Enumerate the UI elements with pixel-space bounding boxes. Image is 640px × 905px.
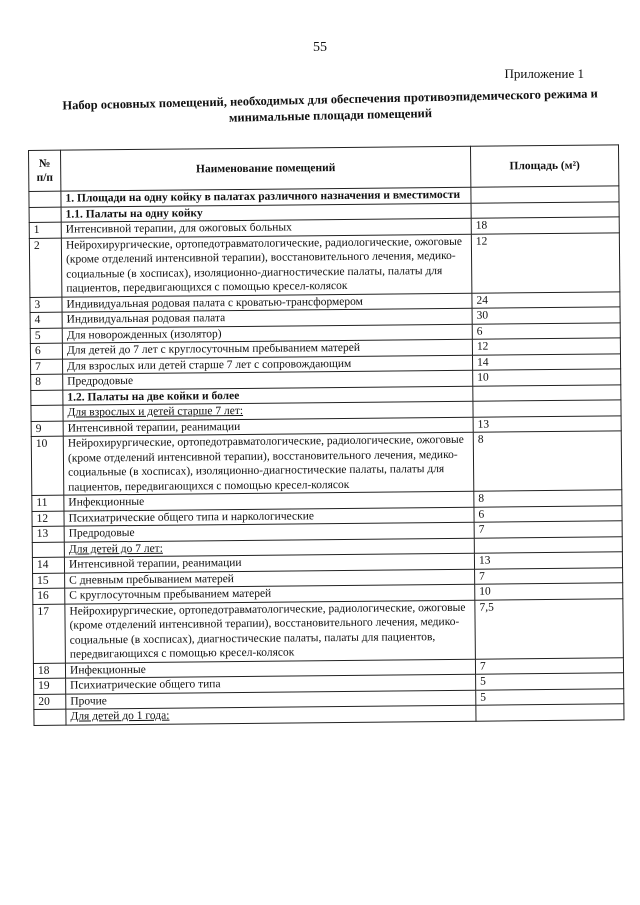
area-value: [471, 201, 619, 218]
table-body: [29, 186, 624, 725]
row-number: 9: [31, 421, 63, 437]
row-number: 4: [30, 312, 62, 328]
area-value: 10: [473, 369, 621, 386]
area-value: 30: [472, 307, 620, 324]
row-number: 11: [32, 495, 64, 511]
annex-label: Приложение 1: [504, 66, 584, 81]
room-name: Прочие: [66, 690, 476, 709]
row-number: 17: [33, 604, 66, 663]
row-number: 3: [30, 297, 62, 313]
room-name: Нейрохирургические, ортопедотравматологические, радиологические, ожоговые (кроме отделений интенсивной терапии), восстановительного лечения, медико-социальные (в хосписах), изоляционно-диагностические палаты, палаты для пациентов, передвигающихся с помощью кресел-колясок: [61, 234, 472, 297]
table-header-row: [29, 145, 619, 192]
document-title: Набор основных помещений, необходимых для обеспечения противоэпидемического режима и минимальные площади помещений: [62, 86, 598, 125]
area-value: 7: [475, 657, 623, 674]
area-value: 8: [474, 490, 622, 507]
area-value: [473, 384, 621, 401]
row-number: 19: [34, 678, 66, 694]
header-num: № п/п: [29, 150, 61, 191]
room-name: Психиатрические общего типа: [66, 674, 476, 693]
row-number: 10: [31, 436, 64, 495]
header-name: Наименование помещений: [61, 146, 471, 191]
row-number: [29, 207, 61, 223]
area-value: 7,5: [475, 598, 624, 658]
room-name: Для взрослых или детей старше 7 лет с сопровождающим: [63, 355, 473, 374]
room-name: Для взрослых и детей старше 7 лет:: [63, 401, 473, 420]
room-name: 1.1. Палаты на одну койку: [61, 203, 471, 222]
room-name: 1. Площади на одну койку в палатах различного назначения и вместимости: [61, 187, 471, 206]
row-number: [31, 390, 63, 406]
area-value: 7: [475, 567, 623, 584]
page-number: 55: [313, 40, 327, 55]
row-number: [34, 709, 66, 725]
row-number: [31, 405, 63, 421]
row-number: 8: [31, 374, 63, 390]
room-name: Индивидуальная родовая палата: [62, 308, 472, 327]
room-name: Для детей до 7 лет с круглосуточным пребыванием матерей: [62, 339, 472, 358]
row-number: 2: [29, 238, 62, 297]
room-name: Нейрохирургические, ортопедотравматологические, радиологические, ожоговые (кроме отделений интенсивной терапии), восстановительного лечения, медико-социальные (в хосписах), изоляционно-диагностические палаты, палаты для пациентов, передвигающихся с помощью кресел-колясок: [63, 432, 474, 495]
row-number: 20: [34, 694, 66, 710]
premises-table: [28, 144, 624, 725]
room-name: 1.2. Палаты на две койки и более: [63, 386, 473, 405]
area-value: 13: [474, 552, 622, 569]
room-name: Психиатрические общего типа и наркологические: [64, 507, 474, 526]
area-value: 10: [475, 583, 623, 600]
area-value: 18: [471, 217, 619, 234]
table-row: [31, 431, 622, 496]
room-name: Для детей до 7 лет:: [64, 538, 474, 557]
area-value: 12: [471, 232, 620, 292]
room-name: Инфекционные: [64, 491, 474, 510]
row-number: 7: [31, 359, 63, 375]
room-name: Инфекционные: [65, 659, 475, 678]
area-value: 5: [476, 673, 624, 690]
room-name: Индивидуальная родовая палата с кроватью-трансформером: [62, 293, 472, 312]
row-number: 18: [33, 663, 65, 679]
row-number: 12: [32, 511, 64, 527]
table-row: [33, 598, 624, 663]
row-number: 1: [29, 222, 61, 238]
area-value: 12: [472, 338, 620, 355]
area-value: [476, 704, 624, 721]
premises-table-container: [28, 144, 623, 725]
room-name: С круглосуточным пребыванием матерей: [65, 584, 475, 603]
row-number: 6: [30, 343, 62, 359]
room-name: Предродовые: [63, 370, 473, 389]
area-value: 6: [474, 505, 622, 522]
area-value: 7: [474, 521, 622, 538]
area-value: 13: [473, 415, 621, 432]
row-number: 16: [33, 588, 65, 604]
room-name: Для детей до 1 года:: [66, 705, 476, 724]
room-name: Для новорожденных (изолятор): [62, 324, 472, 343]
room-name: Интенсивной терапии, для ожоговых больных: [61, 218, 471, 237]
room-name: Интенсивной терапии, реанимации: [64, 553, 474, 572]
room-name: Предродовые: [64, 522, 474, 541]
table-row: [29, 232, 620, 297]
row-number: [29, 191, 61, 207]
row-number: 13: [32, 526, 64, 542]
area-value: 8: [473, 431, 622, 491]
area-value: 24: [472, 291, 620, 308]
area-value: [471, 186, 619, 203]
area-value: 5: [476, 688, 624, 705]
room-name: С дневным пребыванием матерей: [65, 569, 475, 588]
header-area: Площадь (м²): [470, 145, 618, 187]
area-value: [473, 400, 621, 417]
row-number: 15: [33, 573, 65, 589]
area-value: 6: [472, 322, 620, 339]
room-name: Нейрохирургические, ортопедотравматологические, радиологические, ожоговые (кроме отделений интенсивной терапии), восстановительного лечения, медико-социальные (в хосписах), диагностические палаты, палаты для пациентов, передвигающихся с помощью кресел-колясок: [65, 600, 476, 663]
area-value: 14: [472, 353, 620, 370]
room-name: Интенсивной терапии, реанимации: [63, 417, 473, 436]
row-number: [32, 542, 64, 558]
area-value: [474, 536, 622, 553]
row-number: 14: [32, 557, 64, 573]
row-number: 5: [30, 328, 62, 344]
